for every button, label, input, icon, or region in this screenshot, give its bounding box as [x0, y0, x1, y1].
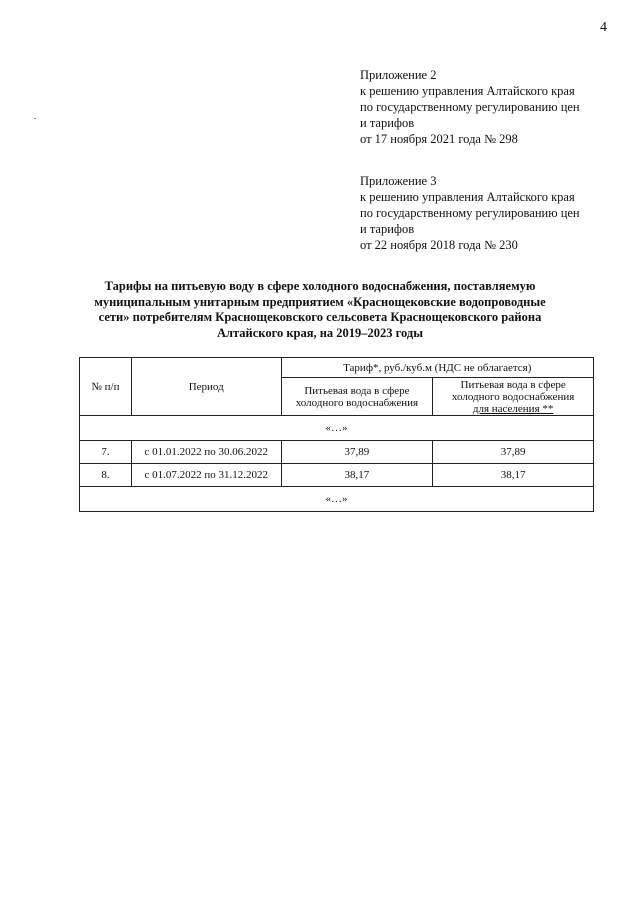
cell-number: 8.	[80, 464, 132, 487]
title-line: Алтайского края, на 2019–2023 годы	[216, 325, 424, 340]
ellipsis-cell: «…»	[80, 487, 594, 512]
appendix-3-heading	[360, 173, 580, 253]
table-row-ellipsis	[80, 487, 594, 512]
header-population-prefix: Питьевая вода в сфере холодного водоснабжения	[451, 378, 575, 403]
appendix-3-line: и тарифов	[360, 222, 415, 236]
page-number: 4	[600, 20, 607, 35]
title-line: муниципальным унитарным предприятием «Краснощековские водопроводные	[94, 294, 546, 309]
cell-number: 7.	[80, 441, 132, 464]
header-period: Период	[131, 358, 281, 416]
cell-period: с 01.07.2022 по 31.12.2022	[131, 464, 281, 487]
appendix-2-line: от 17 ноября 2021 года № 298	[360, 132, 518, 146]
cell-population: 38,17	[433, 464, 594, 487]
header-tariff: Тариф*, руб./куб.м (НДС не облагается)	[281, 358, 593, 378]
document-title	[80, 279, 560, 341]
appendix-2-line: и тарифов	[360, 116, 415, 130]
table-header-row	[80, 358, 594, 378]
appendix-2-line: Приложение 2	[360, 68, 437, 82]
appendix-3-line: от 22 ноября 2018 года № 230	[360, 238, 518, 252]
cell-drinking-water: 38,17	[281, 464, 433, 487]
header-population-suffix: для населения **	[472, 402, 554, 415]
cell-period: с 01.01.2022 по 30.06.2022	[131, 441, 281, 464]
table-row-ellipsis	[80, 416, 594, 441]
tariff-table	[79, 357, 594, 512]
table-row	[80, 441, 594, 464]
scan-speck	[34, 118, 36, 119]
header-drinking-water: Питьевая вода в сфере холодного водоснабжения	[281, 378, 433, 416]
appendix-3-line: к решению управления Алтайского края	[360, 190, 575, 204]
ellipsis-cell: «…»	[80, 416, 594, 441]
cell-population: 37,89	[433, 441, 594, 464]
cell-drinking-water: 37,89	[281, 441, 433, 464]
header-number: № п/п	[80, 358, 132, 416]
appendix-3-line: Приложение 3	[360, 174, 437, 188]
header-population	[433, 378, 594, 416]
table-row	[80, 464, 594, 487]
appendix-2-line: по государственному регулированию цен	[360, 100, 580, 114]
appendix-2-line: к решению управления Алтайского края	[360, 84, 575, 98]
appendix-3-line: по государственному регулированию цен	[360, 206, 580, 220]
title-line: Тарифы на питьевую воду в сфере холодного водоснабжения, поставляемую	[104, 279, 536, 293]
appendix-2-heading	[360, 67, 580, 147]
title-line: сети» потребителям Краснощековского сельсовета Краснощековского района	[98, 310, 542, 324]
